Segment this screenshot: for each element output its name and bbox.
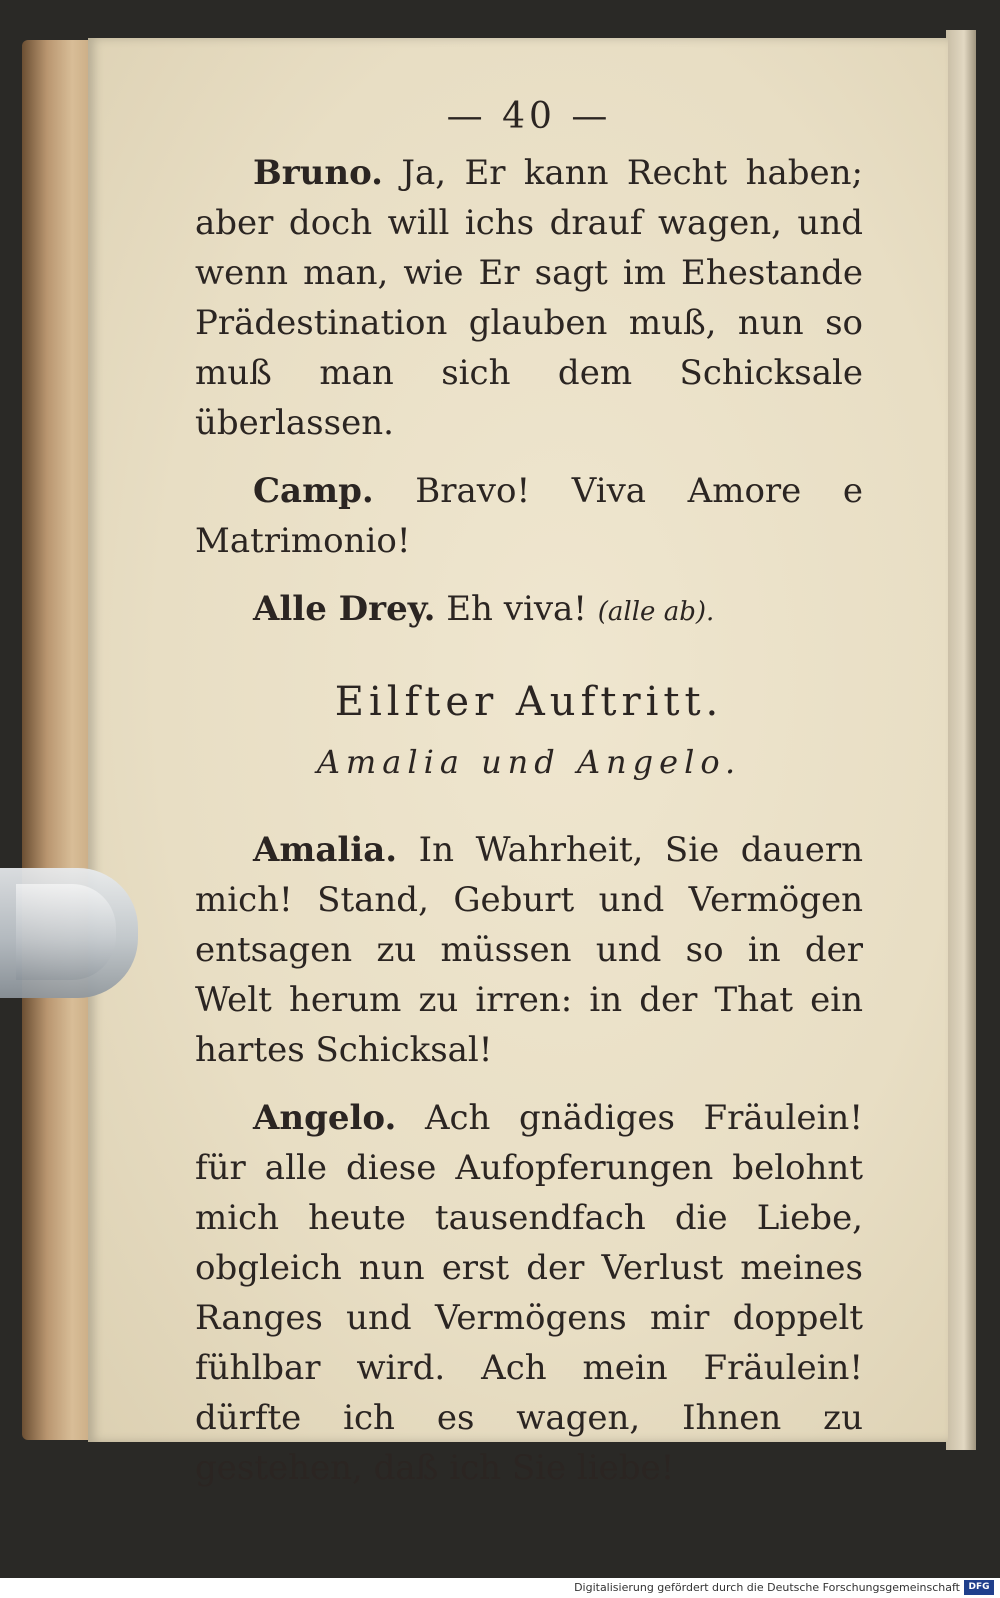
dialogue-text: In Wahrheit, Sie dauern mich! Stand, Geburt und Vermögen entsagen zu müssen und so in der Welt herum zu irren: in der That ein hartes Schicksal! (195, 830, 863, 1070)
facing-page-strip (946, 30, 976, 1450)
dialogue-text: Eh viva! (446, 589, 587, 629)
speaker-name: Camp. (253, 471, 374, 511)
speaker-name: Angelo. (253, 1098, 397, 1138)
dialogue-camp (195, 466, 863, 566)
dialogue-text: Ach gnädiges Fräulein! für alle diese Aufopferungen belohnt mich heute tausendfach die Liebe, obgleich nun erst der Verlust meines Ranges und Vermögens mir doppelt fühlbar wird. Ach mein Fräulein! dürfte ich es wagen, Ihnen zu gestehen, daß ich Sie liebe! (195, 1098, 863, 1488)
dialogue-text: Bravo! Viva Amore e Matrimonio! (195, 471, 864, 561)
page-clip-highlight (16, 884, 116, 980)
speaker-name: Alle Drey. (253, 589, 436, 629)
dialogue-bruno (195, 148, 863, 448)
dfg-logo: DFG (964, 1580, 994, 1595)
book-page-edges (22, 40, 94, 1440)
funding-credit: Digitalisierung gefördert durch die Deutsche Forschungsgemeinschaft (574, 1581, 960, 1594)
stage-direction: (alle ab). (597, 597, 715, 627)
dialogue-amalia (195, 825, 863, 1075)
dialogue-text: Ja, Er kann Recht haben; aber doch will ichs drauf wagen, und wenn man, wie Er sagt im Ehestande Prädestination glauben muß, nun so muß man sich dem Schicksale überlassen. (195, 153, 863, 443)
speaker-name: Amalia. (253, 830, 398, 870)
page-text (195, 92, 863, 1511)
footer-bar (0, 1578, 1000, 1598)
dialogue-angelo (195, 1093, 863, 1493)
speaker-name: Bruno. (253, 153, 384, 193)
dialogue-alle-drey (195, 584, 863, 637)
scene-heading: Eilfter Auftritt. (334, 679, 724, 725)
page-number: — 40 — (446, 96, 612, 137)
scene-characters: Amalia und Angelo. (316, 743, 742, 781)
